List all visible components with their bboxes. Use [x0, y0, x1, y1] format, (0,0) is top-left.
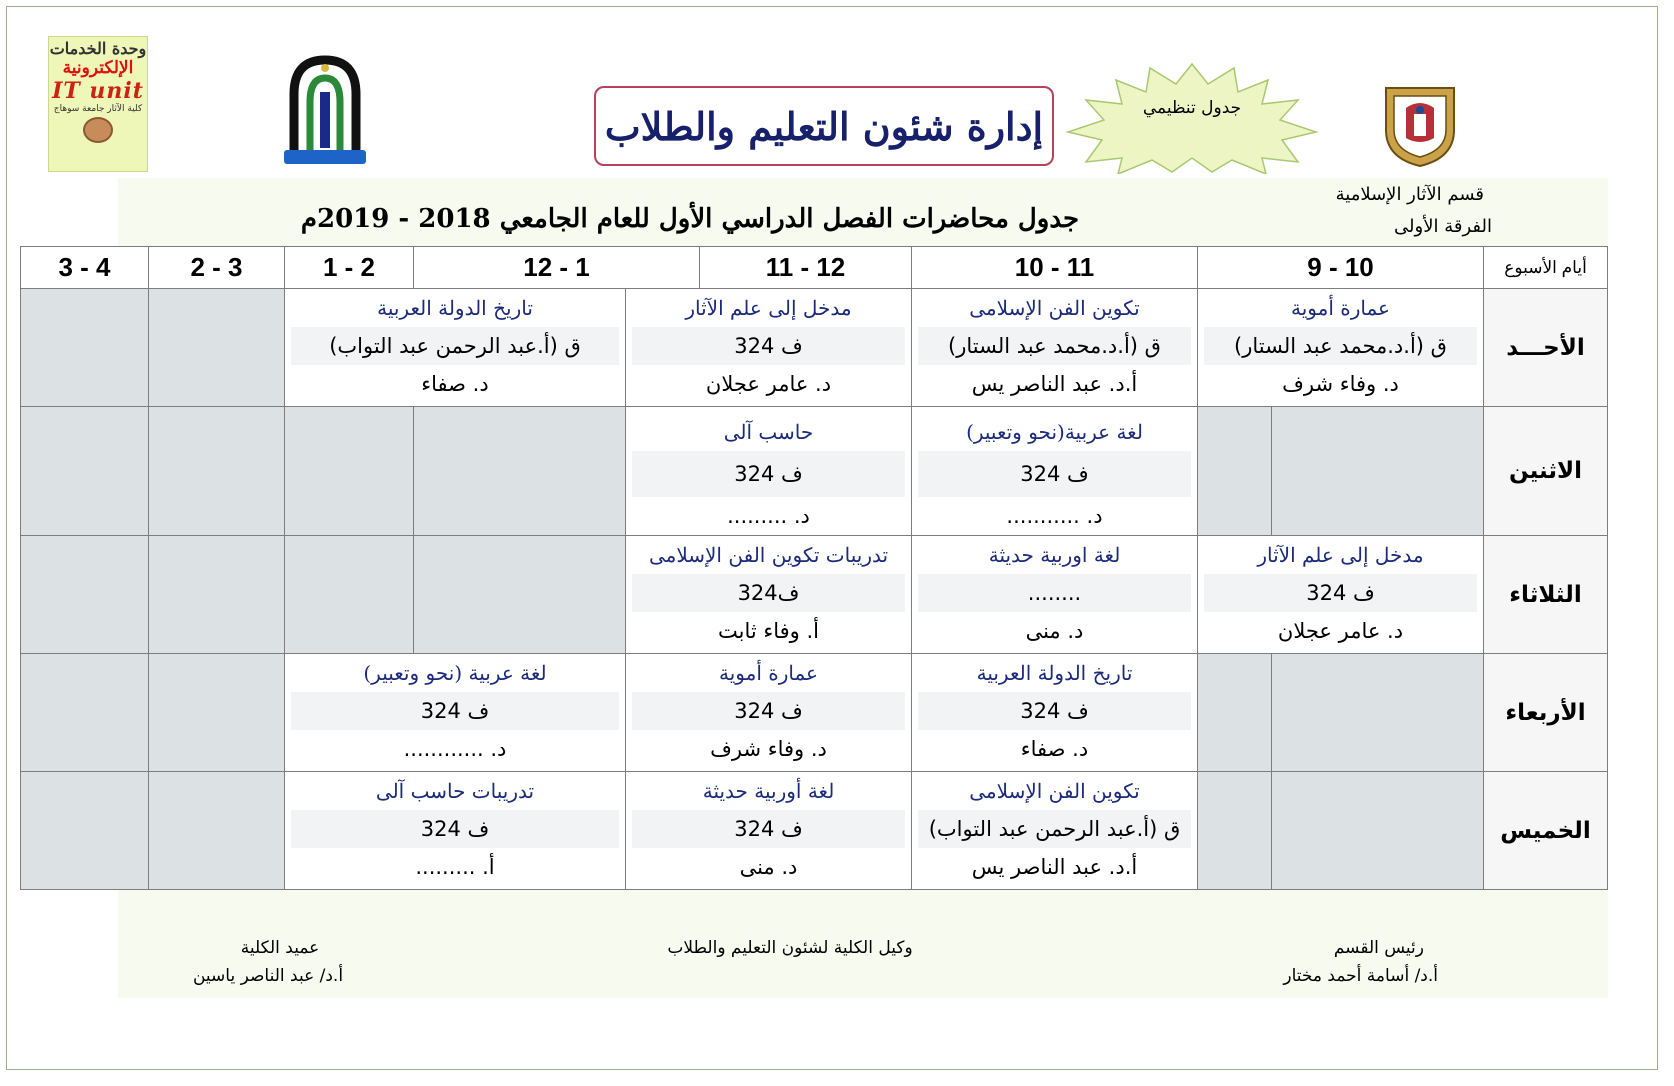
empty-cell	[21, 289, 149, 407]
schedule-title: جدول محاضرات الفصل الدراسي الأول للعام الجامعي 2018 - 2019م	[300, 204, 1080, 234]
room-label: ف 324	[632, 692, 905, 730]
instructor-name: د. عامر عجلان	[705, 372, 832, 396]
room-label: ف324	[632, 574, 905, 612]
it-unit-logo	[48, 36, 148, 172]
empty-cell	[285, 407, 414, 536]
empty-cell	[149, 536, 285, 654]
period-header: 3 - 2	[149, 247, 285, 289]
subject-name: حاسب آلى	[723, 420, 814, 444]
lecture-cell	[912, 289, 1198, 407]
department-name: قسم الآثار الإسلامية	[1335, 184, 1484, 205]
table-row	[21, 772, 1608, 890]
room-label: ف 324	[918, 692, 1191, 730]
room-label: ق (أ.عبد الرحمن عبد التواب)	[291, 327, 619, 365]
period-header: 1 - 12	[414, 247, 700, 289]
subject-name: مدخل إلى علم الآثار	[685, 296, 852, 320]
room-label: ف 324	[632, 451, 905, 497]
table-row	[21, 407, 1608, 536]
room-label: ق (أ.عبد الرحمن عبد التواب)	[918, 810, 1191, 848]
subject-name: تاريخ الدولة العربية	[976, 661, 1133, 685]
head-signature-name: أ.د/ أسامة أحمد مختار	[1283, 966, 1438, 986]
room-label: ف 324	[632, 327, 905, 365]
instructor-name: د. عامر عجلان	[1277, 619, 1404, 643]
period-header: 12 - 11	[700, 247, 912, 289]
college-logo-icon	[280, 52, 370, 166]
schedule-badge: جدول تنظيمي	[1142, 98, 1242, 118]
empty-cell	[1198, 407, 1272, 536]
subject-name: تاريخ الدولة العربية	[377, 296, 533, 320]
empty-cell	[414, 536, 626, 654]
empty-cell	[1272, 654, 1484, 772]
empty-cell	[21, 407, 149, 536]
lecture-cell	[1198, 536, 1484, 654]
subject-name: لغة عربية (نحو وتعبير)	[363, 661, 547, 685]
instructor-name: د. .........	[727, 504, 810, 528]
schedule-table	[20, 246, 1608, 890]
it-logo-line2: الإلكترونية	[62, 58, 134, 78]
instructor-name: د. وفاء شرف	[1282, 372, 1399, 396]
empty-cell	[21, 536, 149, 654]
instructor-name: د. ............	[403, 737, 507, 761]
subject-name: لغة عربية(نحو وتعبير)	[966, 420, 1143, 444]
instructor-name: أ.د. عبد الناصر يس	[971, 855, 1138, 879]
room-label: ........	[918, 574, 1191, 612]
lecture-cell	[285, 289, 626, 407]
instructor-name: د. منى	[739, 855, 798, 879]
subject-name: تكوين الفن الإسلامى	[969, 296, 1140, 320]
empty-cell	[149, 407, 285, 536]
dean-signature-name: أ.د/ عبد الناصر ياسين	[192, 966, 344, 986]
instructor-name: أ. .........	[415, 855, 495, 879]
lecture-cell	[285, 654, 626, 772]
table-row	[21, 289, 1608, 407]
lecture-cell	[626, 654, 912, 772]
subject-name: لغة اوربية حديثة	[988, 543, 1121, 567]
subject-name: عمارة أموية	[719, 661, 818, 685]
day-label: الاثنين	[1484, 407, 1608, 536]
instructor-name: د. صفاء	[1020, 737, 1089, 761]
lecture-cell	[912, 654, 1198, 772]
dean-signature-title: عميد الكلية	[240, 938, 320, 958]
university-emblem-icon	[1380, 80, 1460, 168]
room-label: ف 324	[918, 451, 1191, 497]
day-label: الخميس	[1484, 772, 1608, 890]
subject-name: مدخل إلى علم الآثار	[1257, 543, 1424, 567]
subject-name: تدريبات حاسب آلى	[375, 779, 535, 803]
subject-name: عمارة أموية	[1291, 296, 1390, 320]
year-name: الفرقة الأولى	[1394, 216, 1492, 237]
table-header-row	[21, 247, 1608, 289]
empty-cell	[21, 772, 149, 890]
period-header: 10 - 9	[1198, 247, 1484, 289]
lecture-cell	[626, 536, 912, 654]
subject-name: تدريبات تكوين الفن الإسلامى	[648, 543, 889, 567]
empty-cell	[1198, 654, 1272, 772]
room-label: ف 324	[291, 810, 619, 848]
lecture-cell	[1198, 289, 1484, 407]
table-row	[21, 536, 1608, 654]
day-label: الأحـــد	[1484, 289, 1608, 407]
room-label: ق (أ.د.محمد عبد الستار)	[1204, 327, 1477, 365]
period-header: 4 - 3	[21, 247, 149, 289]
day-label: الثلاثاء	[1484, 536, 1608, 654]
starburst-badge-icon	[1062, 62, 1322, 174]
lecture-cell	[626, 407, 912, 536]
empty-cell	[21, 654, 149, 772]
lecture-cell	[912, 407, 1198, 536]
days-header: أيام الأسبوع	[1484, 247, 1608, 289]
page-title: إدارة شئون التعليم والطلاب	[604, 103, 1044, 149]
avatar	[83, 117, 113, 143]
it-logo-line1: وحدة الخدمات	[49, 39, 147, 58]
day-label: الأربعاء	[1484, 654, 1608, 772]
instructor-name: د. ...........	[1006, 504, 1103, 528]
page-title-box	[594, 86, 1054, 166]
it-logo-line3: IT unit	[52, 78, 144, 104]
instructor-name: د. منى	[1025, 619, 1084, 643]
instructor-name: أ.د. عبد الناصر يس	[971, 372, 1138, 396]
empty-cell	[1272, 407, 1484, 536]
instructor-name: د. وفاء شرف	[710, 737, 827, 761]
lecture-cell	[285, 772, 626, 890]
head-signature-title: رئيس القسم	[1333, 938, 1424, 958]
room-label: ف 324	[291, 692, 619, 730]
table-row	[21, 654, 1608, 772]
empty-cell	[414, 407, 626, 536]
lecture-cell	[626, 289, 912, 407]
period-header: 11 - 10	[912, 247, 1198, 289]
lecture-cell	[626, 772, 912, 890]
subject-name: لغة أوربية حديثة	[702, 779, 835, 803]
empty-cell	[149, 654, 285, 772]
period-header: 2 - 1	[285, 247, 414, 289]
lecture-cell	[912, 772, 1198, 890]
room-label: ف 324	[1204, 574, 1477, 612]
empty-cell	[1198, 772, 1272, 890]
room-label: ف 324	[632, 810, 905, 848]
instructor-name: د. صفاء	[421, 372, 489, 396]
empty-cell	[1272, 772, 1484, 890]
empty-cell	[285, 536, 414, 654]
vice-dean-signature-title: وكيل الكلية لشئون التعليم والطلاب	[667, 938, 913, 958]
it-logo-line4: كلية الآثار جامعة سوهاج	[53, 104, 143, 114]
instructor-name: أ. وفاء ثابت	[717, 619, 820, 643]
empty-cell	[149, 289, 285, 407]
empty-cell	[149, 772, 285, 890]
lecture-cell	[912, 536, 1198, 654]
room-label: ق (أ.د.محمد عبد الستار)	[918, 327, 1191, 365]
subject-name: تكوين الفن الإسلامى	[969, 779, 1140, 803]
